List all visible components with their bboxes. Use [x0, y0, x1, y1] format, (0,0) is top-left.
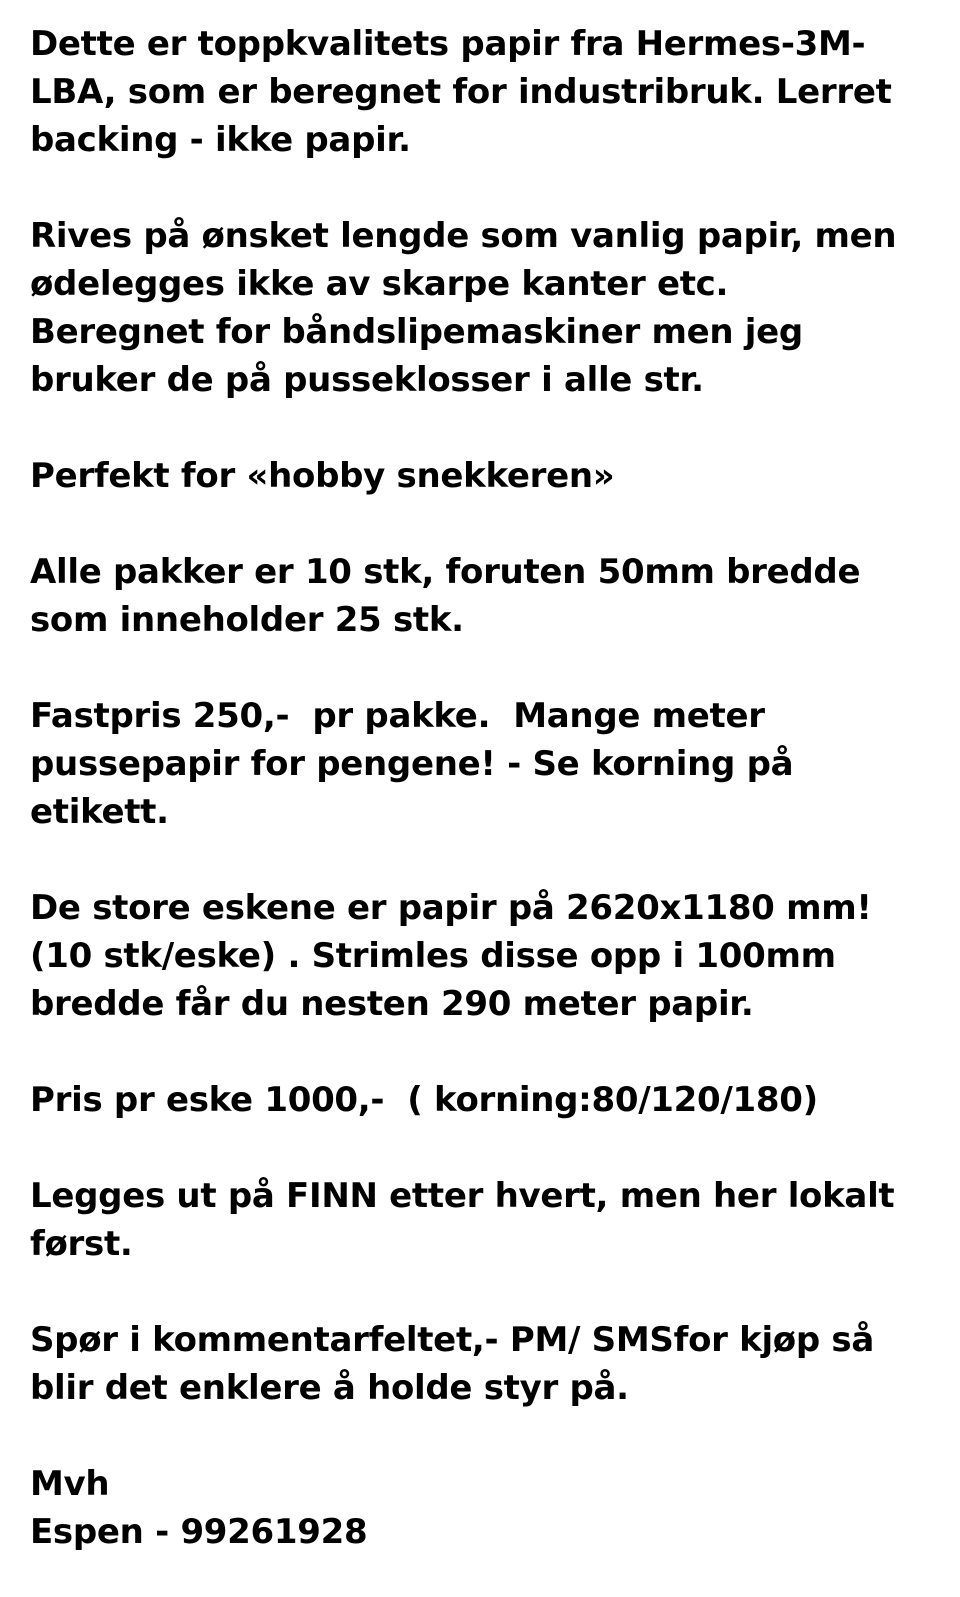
paragraph	[30, 1076, 930, 1124]
paragraph-spacer	[30, 1124, 930, 1172]
signature	[30, 1460, 930, 1556]
paragraph-spacer	[30, 404, 930, 452]
paragraph	[30, 884, 930, 1028]
text-line: Beregnet for båndslipemaskiner men jeg	[30, 312, 803, 352]
text-line: pussepapir for pengene! - Se korning på	[30, 744, 794, 784]
paragraph	[30, 692, 930, 836]
paragraph-spacer	[30, 1412, 930, 1460]
text-line: Fastpris 250,- pr pakke. Mange meter	[30, 696, 765, 736]
paragraph-spacer	[30, 836, 930, 884]
text-line: ødelegges ikke av skarpe kanter etc.	[30, 264, 729, 304]
text-line: LBA, som er beregnet for industribruk. Lerret	[30, 72, 892, 112]
text-line: Espen - 99261928	[30, 1512, 368, 1552]
paragraph-spacer	[30, 164, 930, 212]
paragraph	[30, 452, 930, 500]
paragraph	[30, 20, 930, 164]
text-line: som inneholder 25 stk.	[30, 600, 464, 640]
paragraph-spacer	[30, 644, 930, 692]
text-line: bredde får du nesten 290 meter papir.	[30, 984, 754, 1024]
text-line: Mvh	[30, 1464, 110, 1504]
text-line: Perfekt for «hobby snekkeren»	[30, 456, 615, 496]
paragraph-spacer	[30, 1268, 930, 1316]
text-line: Legges ut på FINN etter hvert, men her lokalt	[30, 1176, 895, 1216]
text-line: Pris pr eske 1000,- ( korning:80/120/180)	[30, 1080, 818, 1120]
paragraph	[30, 548, 930, 644]
text-line: Spør i kommentarfeltet,- PM/ SMSfor kjøp så	[30, 1320, 875, 1360]
text-line: backing - ikke papir.	[30, 120, 411, 160]
text-line: bruker de på pusseklosser i alle str.	[30, 360, 704, 400]
note-text	[30, 20, 930, 1556]
text-line: (10 stk/eske) . Strimles disse opp i 100mm	[30, 936, 836, 976]
paragraph-spacer	[30, 1028, 930, 1076]
text-line: Rives på ønsket lengde som vanlig papir, men	[30, 216, 897, 256]
paragraph-spacer	[30, 500, 930, 548]
paragraph	[30, 1316, 930, 1412]
text-line: Alle pakker er 10 stk, foruten 50mm bredde	[30, 552, 861, 592]
paragraph	[30, 212, 930, 404]
paragraph	[30, 1172, 930, 1268]
text-line: etikett.	[30, 792, 169, 832]
text-line: De store eskene er papir på 2620x1180 mm!	[30, 888, 872, 928]
text-line: blir det enklere å holde styr på.	[30, 1368, 629, 1408]
text-line: Dette er toppkvalitets papir fra Hermes-3M-	[30, 24, 866, 64]
text-line: først.	[30, 1224, 133, 1264]
